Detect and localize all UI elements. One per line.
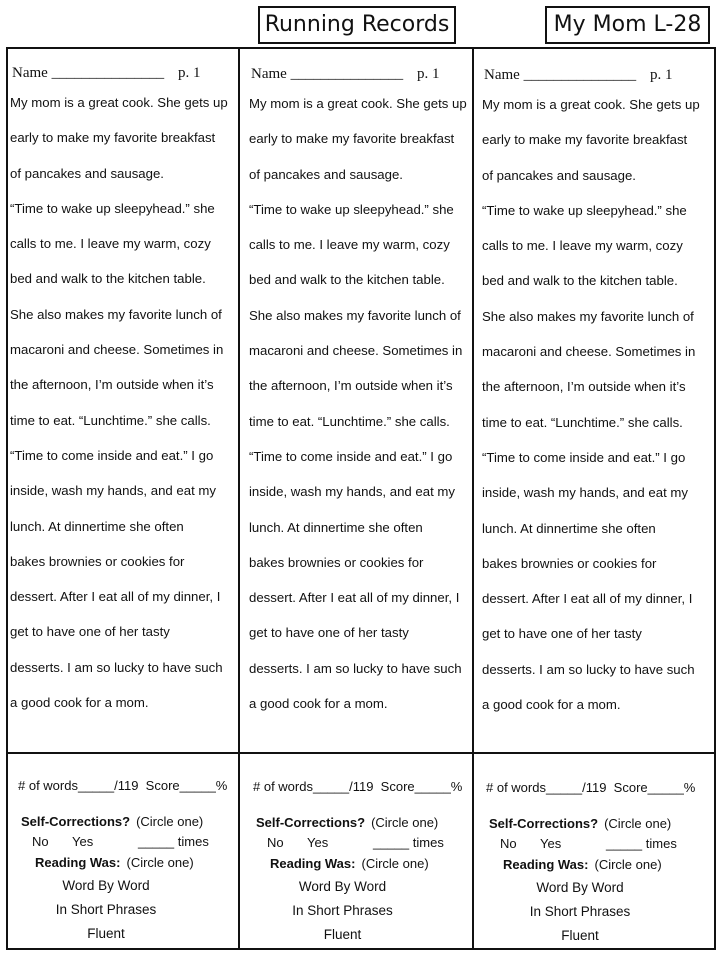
passage-line: She also makes my favorite lunch of (482, 308, 694, 324)
running-records-title: Running Records (258, 6, 456, 44)
passage-line: “Time to come inside and eat.” I go (482, 449, 686, 465)
no-option: No (500, 836, 517, 851)
passage-line: “Time to wake up sleepyhead.” she (249, 201, 454, 217)
yes-option: Yes (540, 836, 562, 851)
passage-line: a good cook for a mom. (482, 697, 621, 713)
passage-line: the afternoon, I’m outside when it’s (482, 379, 686, 395)
no-option: No (267, 835, 284, 850)
reading-was-row (270, 856, 429, 871)
passage-line: a good cook for a mom. (249, 696, 388, 712)
passage-line: early to make my favorite breakfast (10, 130, 216, 146)
passage-line: lunch. At dinnertime she often (10, 518, 184, 534)
passage-line: get to have one of her tasty (249, 625, 409, 641)
story-title: My Mom L-28 (545, 6, 710, 44)
passage-line: “Time to come inside and eat.” I go (249, 448, 453, 464)
self-corrections-row (21, 814, 203, 829)
column-divider-1 (238, 47, 240, 950)
reading-option-2: In Short Phrases (529, 904, 631, 919)
passage-line: macaroni and cheese. Sometimes in (482, 344, 696, 360)
passage-line: She also makes my favorite lunch of (10, 306, 222, 322)
student-name-line (484, 67, 673, 84)
passage-line: She also makes my favorite lunch of (249, 307, 461, 323)
name-label: Name _______________ (251, 66, 404, 82)
passage-line: bakes brownies or cookies for (482, 555, 657, 571)
reading-option-3: Fluent (323, 927, 362, 942)
record-column-1 (10, 47, 238, 950)
reading-option-2: In Short Phrases (55, 902, 157, 917)
circle-one-note: (Circle one) (371, 815, 439, 830)
passage-line: “Time to wake up sleepyhead.” she (482, 202, 687, 218)
reading-was-row (503, 857, 662, 872)
record-column-3 (482, 47, 714, 950)
reading-was-row (35, 855, 194, 870)
passage-line: macaroni and cheese. Sometimes in (249, 343, 463, 359)
self-corrections-row (256, 815, 438, 830)
name-label: Name _______________ (12, 65, 165, 81)
passage-text (10, 95, 238, 730)
passage-line: bed and walk to the kitchen table. (249, 272, 445, 288)
student-name-line (12, 65, 201, 82)
passage-line: time to eat. “Lunchtime.” she calls. (10, 412, 211, 428)
passage-text (482, 97, 714, 732)
passage-line: My mom is a great cook. She gets up (10, 95, 228, 110)
passage-line: desserts. I am so lucky to have such (482, 661, 695, 677)
reading-option-1: Word By Word (536, 880, 624, 895)
passage-line: dessert. After I eat all of my dinner, I (10, 589, 221, 605)
circle-one-note: (Circle one) (126, 855, 194, 870)
column-divider-2 (472, 47, 474, 950)
passage-line: My mom is a great cook. She gets up (249, 96, 467, 111)
page-number: p. 1 (178, 65, 201, 81)
passage-line: lunch. At dinnertime she often (249, 519, 423, 535)
self-corrections-label: Self-Corrections? (256, 815, 366, 830)
passage-line: calls to me. I leave my warm, cozy (482, 238, 683, 254)
self-corrections-label: Self-Corrections? (21, 814, 131, 829)
passage-line: inside, wash my hands, and eat my (249, 484, 455, 500)
times-blank: _____ times (606, 836, 677, 851)
page-number: p. 1 (650, 67, 673, 83)
passage-line: lunch. At dinnertime she often (482, 520, 656, 536)
reading-option-1: Word By Word (62, 878, 150, 893)
passage-line: of pancakes and sausage. (249, 166, 403, 182)
reading-was-label: Reading Was: (35, 855, 121, 870)
passage-line: bakes brownies or cookies for (10, 553, 185, 569)
word-count-score-line: # of words_____/119 Score_____% (486, 780, 696, 795)
passage-line: “Time to wake up sleepyhead.” she (10, 200, 215, 216)
passage-line: of pancakes and sausage. (10, 165, 164, 181)
passage-line: calls to me. I leave my warm, cozy (10, 236, 211, 252)
passage-line: inside, wash my hands, and eat my (10, 483, 216, 499)
passage-line: the afternoon, I’m outside when it’s (10, 377, 214, 393)
circle-one-note: (Circle one) (361, 856, 429, 871)
passage-line: desserts. I am so lucky to have such (249, 660, 462, 676)
passage-line: macaroni and cheese. Sometimes in (10, 342, 224, 358)
passage-line: bakes brownies or cookies for (249, 554, 424, 570)
circle-one-note: (Circle one) (594, 857, 662, 872)
passage-line: of pancakes and sausage. (482, 167, 636, 183)
passage-line: a good cook for a mom. (10, 695, 149, 711)
passage-line: calls to me. I leave my warm, cozy (249, 237, 450, 253)
reading-option-1: Word By Word (298, 879, 387, 894)
passage-line: dessert. After I eat all of my dinner, I (482, 591, 693, 607)
passage-line: “Time to come inside and eat.” I go (10, 447, 214, 463)
reading-option-2: In Short Phrases (292, 903, 393, 918)
self-corrections-row (489, 816, 671, 831)
circle-one-note: (Circle one) (604, 816, 672, 831)
record-column-2 (249, 47, 472, 950)
student-name-line (251, 66, 440, 83)
reading-option-3: Fluent (561, 928, 599, 943)
reading-option-3: Fluent (87, 926, 125, 941)
passage-line: early to make my favorite breakfast (482, 132, 688, 148)
passage-line: the afternoon, I’m outside when it’s (249, 378, 453, 394)
yes-option: Yes (72, 834, 94, 849)
name-label: Name _______________ (484, 67, 637, 83)
reading-was-label: Reading Was: (503, 857, 589, 872)
reading-was-label: Reading Was: (270, 856, 356, 871)
self-corrections-label: Self-Corrections? (489, 816, 599, 831)
passage-line: bed and walk to the kitchen table. (482, 273, 678, 289)
passage-text (249, 96, 472, 731)
passage-line: early to make my favorite breakfast (249, 131, 455, 147)
passage-line: inside, wash my hands, and eat my (482, 485, 688, 501)
passage-line: dessert. After I eat all of my dinner, I (249, 590, 460, 606)
times-blank: _____ times (373, 835, 444, 850)
times-blank: _____ times (138, 834, 209, 849)
passage-line: bed and walk to the kitchen table. (10, 271, 206, 287)
word-count-score-line: # of words_____/119 Score_____% (253, 779, 463, 794)
no-option: No (32, 834, 49, 849)
passage-line: time to eat. “Lunchtime.” she calls. (249, 413, 450, 429)
word-count-score-line: # of words_____/119 Score_____% (18, 778, 228, 793)
passage-line: time to eat. “Lunchtime.” she calls. (482, 414, 683, 430)
circle-one-note: (Circle one) (136, 814, 204, 829)
passage-line: get to have one of her tasty (482, 626, 642, 642)
passage-line: get to have one of her tasty (10, 624, 170, 640)
page-number: p. 1 (417, 66, 440, 82)
passage-line: My mom is a great cook. She gets up (482, 97, 700, 112)
passage-line: desserts. I am so lucky to have such (10, 659, 223, 675)
yes-option: Yes (307, 835, 329, 850)
